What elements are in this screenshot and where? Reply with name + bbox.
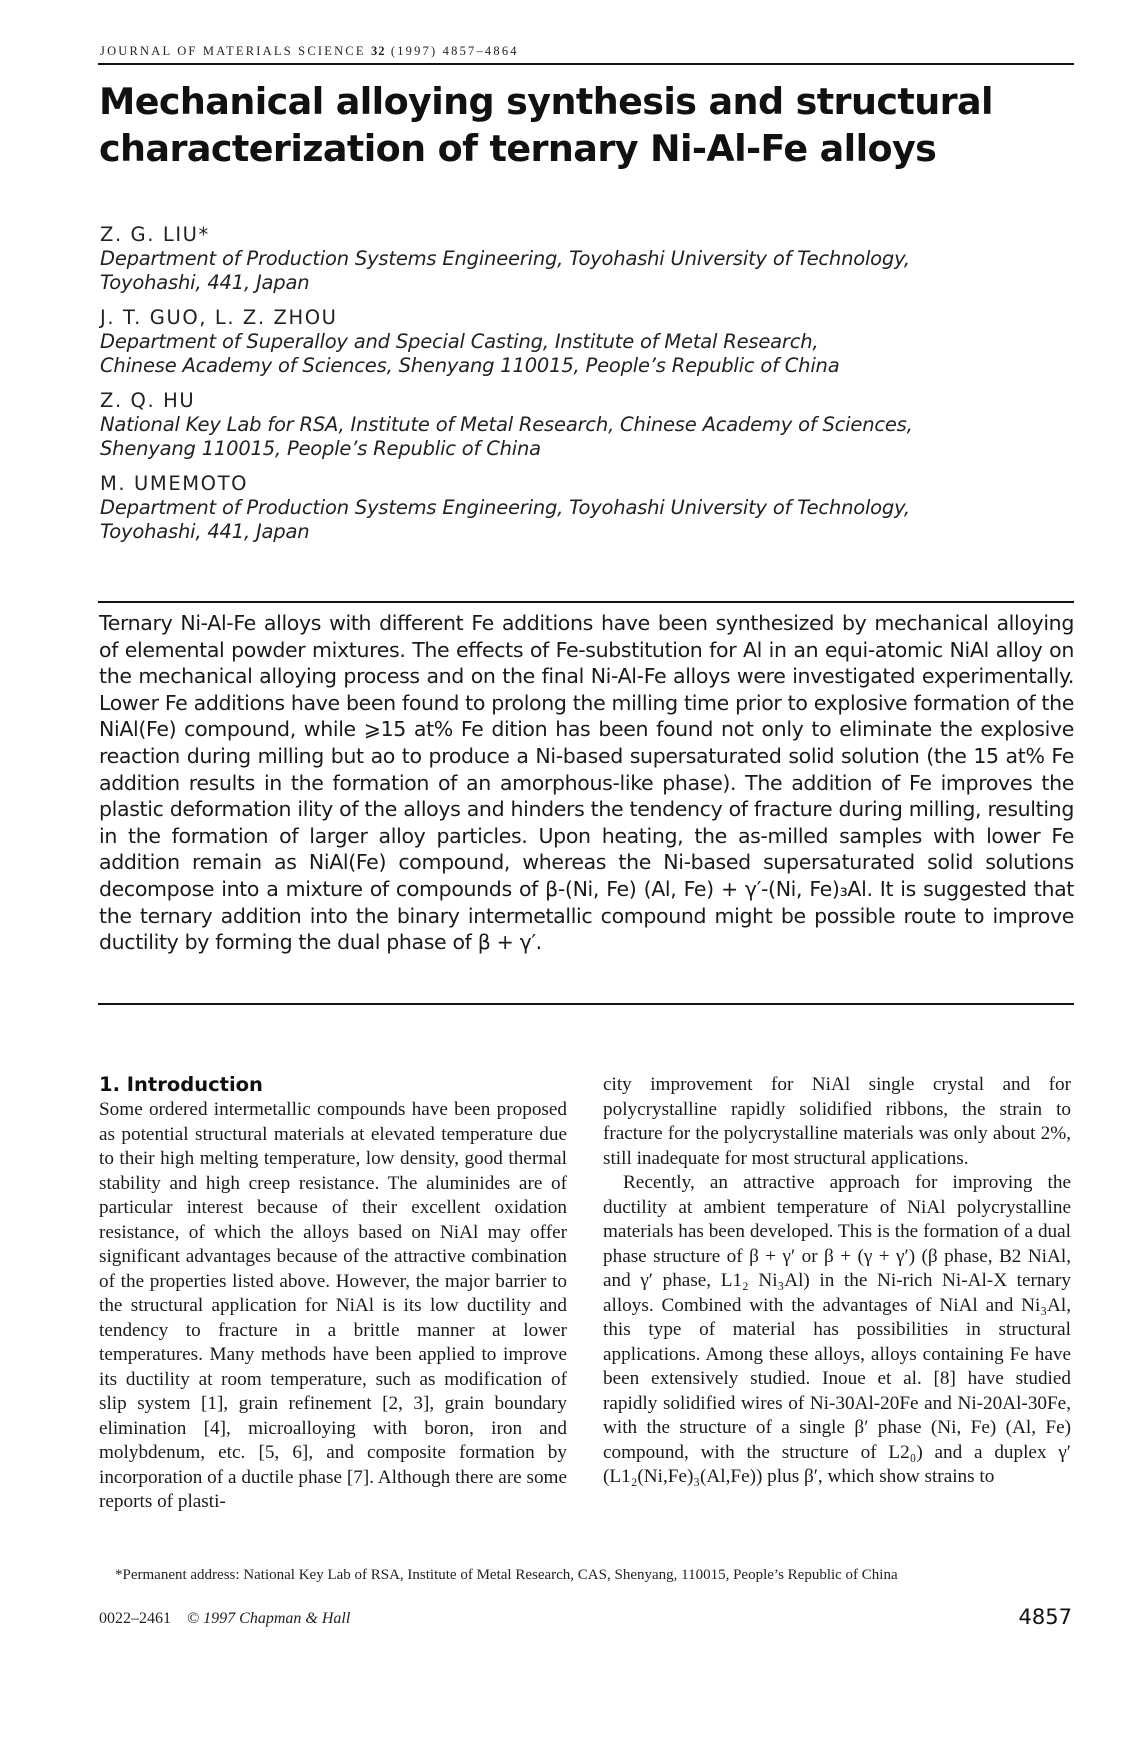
abstract-bottom-rule xyxy=(98,1003,1074,1005)
affiliation-line: Chinese Academy of Sciences, Shenyang 110015, People’s Republic of China xyxy=(100,354,840,377)
journal-header xyxy=(100,44,1072,59)
author-list xyxy=(100,222,1060,554)
author-name: J. T. GUO, L. Z. ZHOU xyxy=(100,306,338,329)
affiliation-line: Department of Production Systems Engineering, Toyohashi University of Technology, xyxy=(100,496,910,519)
author-affiliation xyxy=(100,247,1060,295)
journal-name: JOURNAL OF MATERIALS SCIENCE xyxy=(100,44,366,58)
title-line-1: Mechanical alloying synthesis and structural xyxy=(99,80,993,123)
left-column xyxy=(99,1073,567,1515)
paper-title xyxy=(99,78,1059,172)
affiliation-line: Toyohashi, 441, Japan xyxy=(100,520,310,543)
author-affiliation xyxy=(100,496,1060,544)
affiliation-line: Shenyang 110015, People’s Republic of China xyxy=(100,437,541,460)
title-line-2: characterization of ternary Ni-Al-Fe alloys xyxy=(99,127,937,170)
author-block xyxy=(100,471,1060,544)
author-affiliation xyxy=(100,330,1060,378)
body-paragraph: city improvement for NiAl single crystal and for polycrystalline rapidly solidified ribbons, the strain to fracture for the polycrystalline materials was only about 2%, still inadequate for most structural applications. xyxy=(603,1074,1071,1169)
page-number: 4857 xyxy=(1018,1605,1072,1629)
body-paragraph: Some ordered intermetallic compounds have been proposed as potential structural materials at elevated temperature due to their high melting temperature, low density, good thermal stability and high creep resistance. The aluminides are of particular interest because of their excellent oxidation resistance, of which the alloys based on NiAl may offer significant advantages because of the attractive combination of the properties listed above. However, the major barrier to the structural application for NiAl is its low ductility and tendency to fracture in a brittle manner at lower temperatures. Many methods have been applied to improve its ductility at room temperature, such as modification of slip system [1], grain refinement [2, 3], grain boundary elimination [4], microalloying with boron, iron and molybdenum, etc. [5, 6], and composite formation by incorporation of a ductile phase [7]. Although there are some reports of plasti- xyxy=(99,1099,567,1512)
author-block xyxy=(100,388,1060,461)
affiliation-line: Department of Superalloy and Special Casting, Institute of Metal Research, xyxy=(100,330,819,353)
issn: 0022–2461 xyxy=(99,1610,171,1627)
author-name: M. UMEMOTO xyxy=(100,472,249,495)
journal-year-pages: (1997) 4857–4864 xyxy=(390,44,519,58)
footnote: *Permanent address: National Key Lab of RSA, Institute of Metal Research, CAS, Shenyang, 110015, People’s Republic of China xyxy=(115,1567,898,1583)
section-heading-introduction: 1. Introduction xyxy=(99,1073,263,1096)
abstract: Ternary Ni-Al-Fe alloys with different Fe additions have been synthesized by mechanical alloying of elemental powder mixtures. The effects of Fe-substitution for Al in an equi-atomic NiAl alloy on the mechanical alloying process and on the final Ni-Al-Fe alloys were investigated experimentally. Lower Fe additions have been found to prolong the milling time prior to explosive formation of the NiAl(Fe) compound, while ⩾15 at% Fe dition has been found not only to eliminate the explosive reaction during milling but ao to produce a Ni-based supersaturated solid solution (the 15 at% Fe addition results in the formation of an amorphous-like phase). The addition of Fe improves the plastic deformation ility of the alloys and hinders the tendency of fracture during milling, resulting in the formation of larger alloy particles. Upon heating, the as-milled samples with lower Fe addition remain as NiAl(Fe) compound, whereas the Ni-based supersaturated solid solutions decompose into a mixture of compounds of β-(Ni, Fe) (Al, Fe) + γ′-(Ni, Fe)₃Al. It is suggested that the ternary addition into the binary intermetallic compound might be possible route to improve ductility by forming the dual phase of β + γ′. xyxy=(99,611,1074,955)
copyright: © 1997 Chapman & Hall xyxy=(187,1610,351,1627)
affiliation-line: Department of Production Systems Engineering, Toyohashi University of Technology, xyxy=(100,247,910,270)
author-name: Z. Q. HU xyxy=(100,389,196,412)
abstract-top-rule xyxy=(98,601,1074,603)
author-block xyxy=(100,305,1060,378)
author-block xyxy=(100,222,1060,295)
header-rule xyxy=(98,63,1074,65)
author-name: Z. G. LIU* xyxy=(100,223,210,246)
right-column xyxy=(603,1073,1071,1490)
footer-issn-copyright xyxy=(99,1610,350,1628)
affiliation-line: National Key Lab for RSA, Institute of Metal Research, Chinese Academy of Sciences, xyxy=(100,413,913,436)
body-paragraph: Recently, an attractive approach for improving the ductility at ambient temperature of NiAl polycrystalline materials has been developed. This is the formation of a dual phase structure of β + γ′ or β + (γ + γ′) (β phase, B2 NiAl, and γ′ phase, L1₂ Ni₃Al) in the Ni-rich Ni-Al-X ternary alloys. Combined with the advantages of NiAl and Ni₃Al, this type of material has possibilities in structural applications. Among these alloys, alloys containing Fe have been extensively studied. Inoue et al. [8] have studied rapidly solidified wires of Ni-30Al-20Fe and Ni-20Al-30Fe, with the structure of a single β′ phase (Ni, Fe) (Al, Fe) compound, with the structure of L2₀) and a duplex γ′ (L1₂(Ni,Fe)₃(Al,Fe)) plus β′, which show strains to xyxy=(603,1172,1071,1487)
affiliation-line: Toyohashi, 441, Japan xyxy=(100,271,310,294)
author-affiliation xyxy=(100,413,1060,461)
journal-volume: 32 xyxy=(371,44,386,58)
